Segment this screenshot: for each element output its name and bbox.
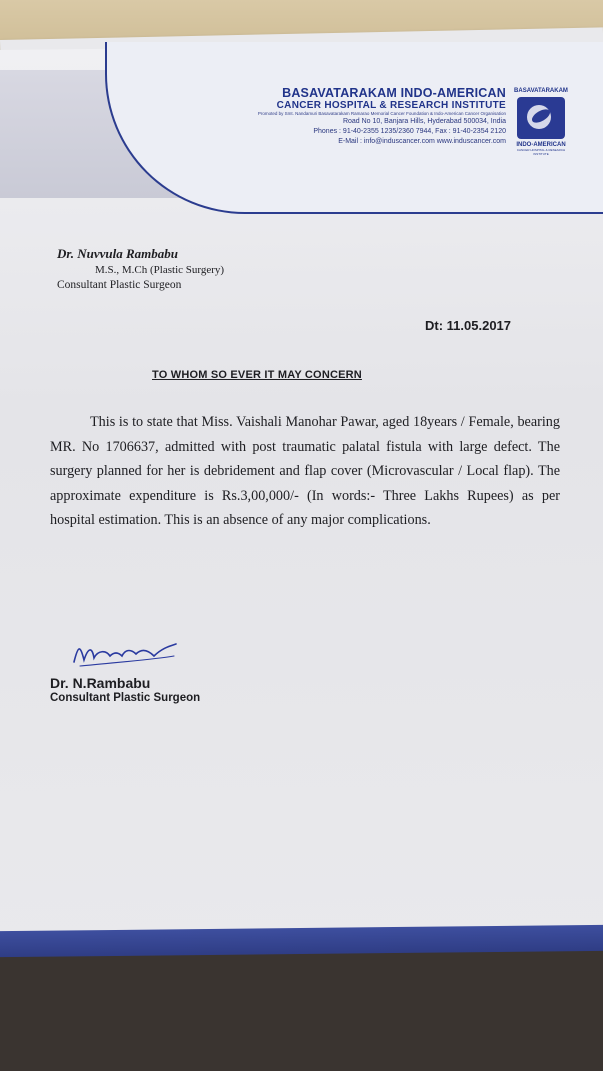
- signatory-name: Dr. N.Rambabu: [50, 675, 151, 691]
- letterhead-text: [226, 86, 506, 147]
- hospital-logo: [510, 88, 572, 166]
- logo-top-text: BASAVATARAKAM: [514, 88, 568, 94]
- letter-body: [50, 410, 560, 533]
- hospital-name-line2: CANCER HOSPITAL & RESEARCH INSTITUTE: [276, 100, 506, 111]
- handwritten-signature: [70, 636, 180, 672]
- watermark: [150, 690, 580, 810]
- hospital-address: Road No 10, Banjara Hills, Hyderabad 500034, India: [342, 118, 506, 125]
- body-paragraph: This is to state that Miss. Vaishali Manohar Pawar, aged 18years / Female, bearing MR. No 1706637, admitted with post traumatic palatal fistula with large defect. The surgery planned for her is debridement and flap cover (Microvascular / Local flap). The approximate expenditure is Rs.3,00,000/- (In words:- Three Lakhs Rupees) as per hospital estimation. This is an absence of any major complications.: [50, 414, 560, 528]
- hospital-phones: Phones : 91-40-2355 1235/2360 7944, Fax : 91-40-2354 2120: [313, 128, 506, 135]
- footer-band: [0, 925, 603, 957]
- logo-bottom-text: INDO-AMERICAN: [516, 142, 566, 148]
- signatory-title: Consultant Plastic Surgeon: [50, 692, 201, 704]
- hands-icon: [517, 97, 565, 139]
- letter-subject: TO WHOM SO EVER IT MAY CONCERN: [152, 369, 362, 381]
- logo-subtext: CANCER HOSPITAL & RESEARCH INSTITUTE: [516, 148, 566, 156]
- doctor-designation: Consultant Plastic Surgeon: [57, 279, 182, 291]
- doctor-qualifications: M.S., M.Ch (Plastic Surgery): [95, 264, 225, 276]
- promoted-by: Promoted by Smt. Nandamuri Basavatarakam Ramarao Memorial Cancer Foundation & Indo-American Cancer Organisation: [257, 111, 506, 116]
- doctor-name: Dr. Nuvvula Rambabu: [57, 246, 178, 261]
- letter-date: Dt: 11.05.2017: [425, 318, 512, 333]
- hospital-email-web: E-Mail : info@induscancer.com www.induscancer.com: [338, 138, 506, 145]
- hospital-name-line1: BASAVATARAKAM INDO-AMERICAN: [282, 86, 506, 100]
